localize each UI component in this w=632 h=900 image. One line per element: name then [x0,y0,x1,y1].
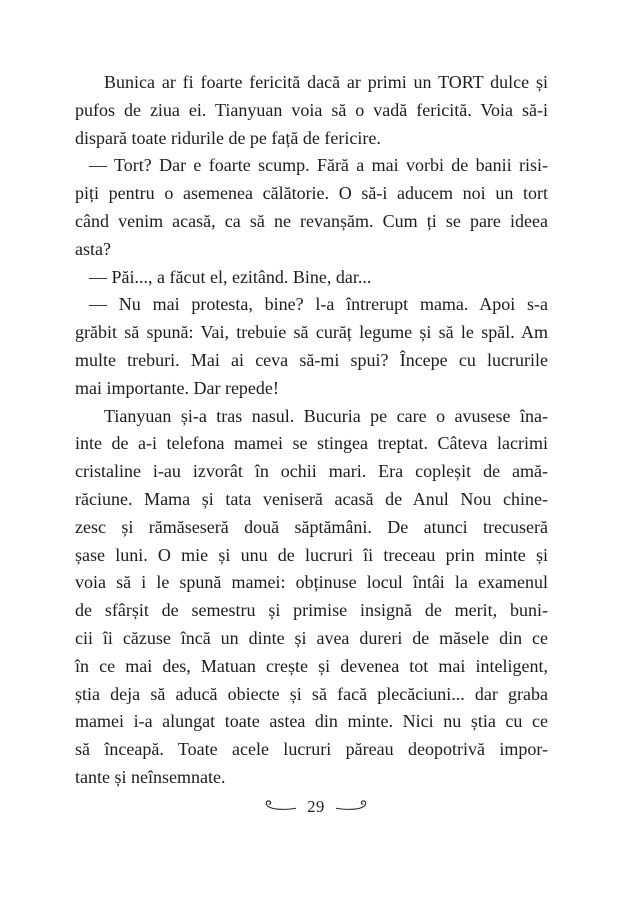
text-line: asta? [75,238,111,259]
text-line: voia să i le spună mamei: obținuse locul întâi la examenul [75,572,548,593]
text-line: pufos de ziua ei. Tianyuan voia să o vadă fericită. Voia să-i [75,99,548,120]
text-line: piți pentru o asemenea călătorie. O să-i aducem noi un tort [75,183,548,204]
page-footer [0,797,632,817]
text-line: — Tort? Dar e foarte scump. Fără a mai vorbi de banii risi- [89,155,548,176]
text-line: știa deja să aducă obiecte și să facă plecăciuni... dar graba [75,683,548,704]
text-line: mamei i-a alungat toate astea din minte. Nici nu știa cu ce [75,711,548,732]
text-line: răciune. Mama și tata veniseră acasă de Anul Nou chine- [75,488,548,509]
text-line: tante și neînsemnate. [75,766,226,787]
paragraph [75,403,548,792]
text-line: să înceapă. Toate acele lucruri păreau deopotrivă impor- [75,739,548,760]
text-line: inte de a-i telefona mamei se stingea treptat. Câteva lacrimi [75,433,548,454]
text-line: — Nu mai protesta, bine? l-a întrerupt mama. Apoi s-a [89,294,548,315]
text-line: de sfârșit de semestru și primise insignă de merit, buni- [75,600,548,621]
text-line: cii îi căzuse încă un dinte și avea dureri de măsele din ce [75,627,548,648]
flourish-right-icon [336,799,369,812]
dialogue-paragraph [75,152,548,263]
text-line: dispară toate ridurile de pe față de fericire. [75,127,381,148]
text-line: mai importante. Dar repede! [75,377,279,398]
text-line: grăbit să spună: Vai, trebuie să curăț legume și să le spăl. Am [75,322,548,343]
flourish-left-icon [263,799,296,812]
text-line: Tianyuan și-a tras nasul. Bucuria pe care o avusese îna- [104,405,548,426]
paragraph [75,69,548,152]
text-block [75,69,548,792]
text-line: Bunica ar fi foarte fericită dacă ar primi un TORT dulce și [104,72,548,92]
text-line: zesc și rămăseseră două săptămâni. De atunci trecuseră [75,516,548,537]
page-number: 29 [307,797,325,816]
text-line: când venim acasă, ca să ne revanșăm. Cum ți se pare ideea [75,210,548,231]
text-line: multe treburi. Mai ai ceva să-mi spui? Începe cu lucrurile [75,349,548,370]
text-line: — Păi..., a făcut el, ezitând. Bine, dar... [89,266,372,287]
dialogue-paragraph [75,264,548,292]
text-line: în ce mai des, Matuan crește și devenea tot mai inteligent, [75,655,548,676]
dialogue-paragraph [75,291,548,402]
text-line: cristaline i-au izvorât în ochii mari. Era copleșit de amă- [75,461,548,482]
text-line: șase luni. O mie și unu de lucruri îi treceau prin minte și [75,544,548,565]
